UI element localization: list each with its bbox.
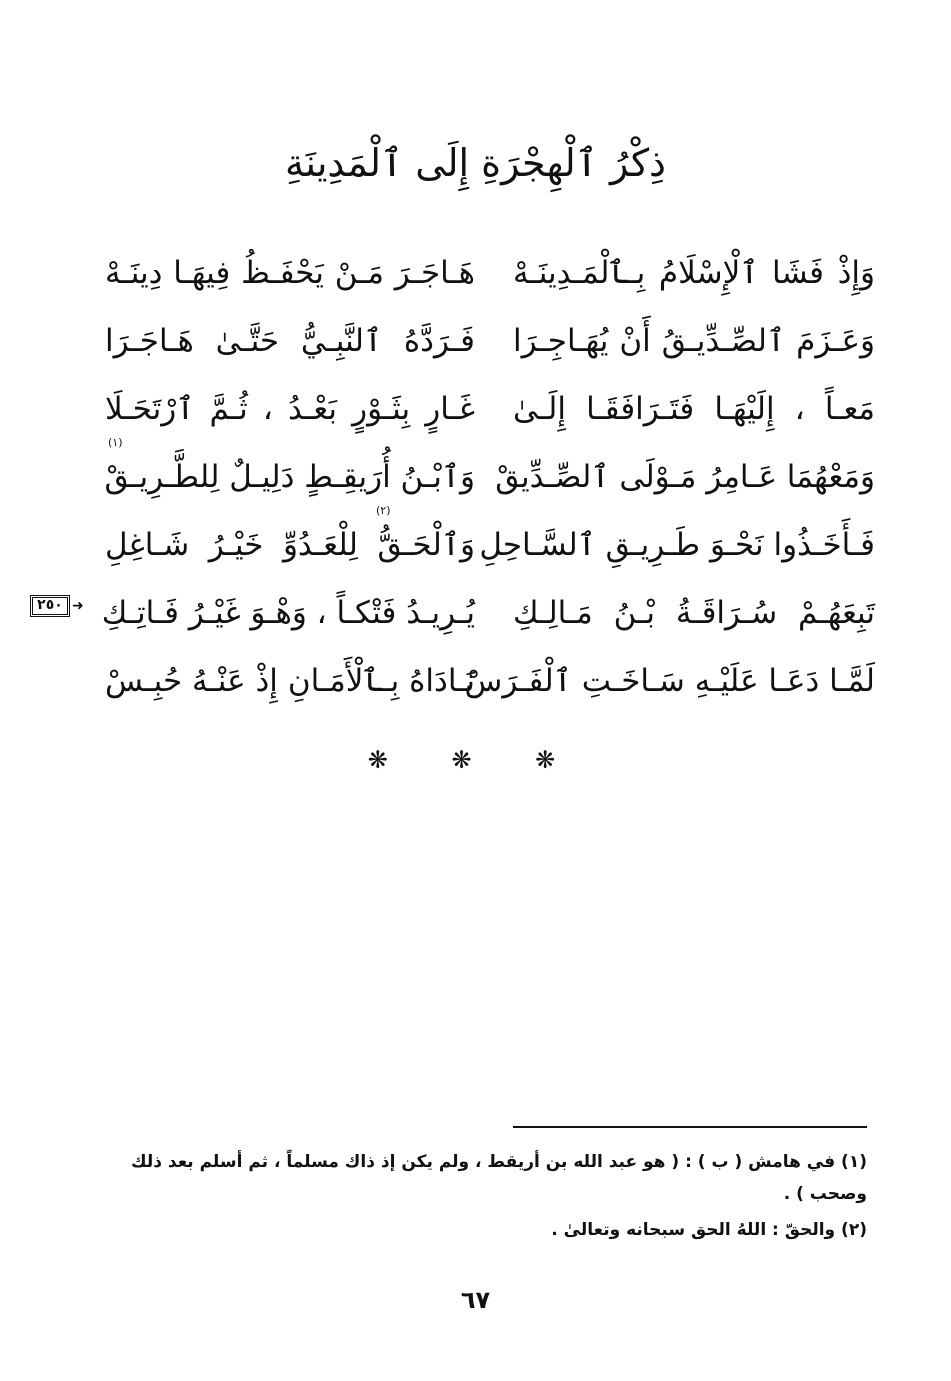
section-title: ذِكْرُ ٱلْهِجْرَةِ إِلَى ٱلْمَدِينَةِ <box>285 141 666 185</box>
page-number: ٦٧ <box>460 1286 491 1314</box>
footnote-2: (٢) والحقّ : اللهُ الحق سبحانه وتعالىٰ . <box>551 1220 867 1240</box>
verse-second-hemistich: يُـرِيـدُ فَتْكـاً ، وَهْـوَ غَيْـرُ فَـاتِـكِ <box>101 595 475 631</box>
verse-first-hemistich: تَبِعَهُـمْ سُـرَاقَـةُ بْـنُ مَـالِـكِ <box>513 595 875 631</box>
verse-row-4 <box>0 442 951 512</box>
verse-second-hemistich: وَٱبْـنُ أُرَيقِـطٍ دَلِيـلٌ لِلطَّـرِيـقْ <box>104 459 475 495</box>
verse-row-7 <box>0 646 951 716</box>
footnotes <box>97 1146 867 1250</box>
verse-counter-marker <box>30 591 84 621</box>
verse-row-1 <box>0 238 951 308</box>
verse-first-hemistich: وَمَعْهُمَا عَـامِرُ مَـوْلَى ٱلصِّـدِّيقْ <box>495 459 875 495</box>
verse-counter: ٢٥٠ <box>30 595 70 617</box>
verse-first-hemistich: لَمَّـا دَعَـا عَلَيْـهِ سَـاخَـتِ ٱلْفَـرَسْ <box>464 663 875 699</box>
verse-row-2 <box>0 306 951 376</box>
verse-second-hemistich: نَـادَاهُ بِـٱلْأَمَـانِ إِذْ عَنْـهُ حُبِـسْ <box>105 663 475 699</box>
verse-second-hemistich: غَـارٍ بِثَـوْرٍ بَعْـدُ ، ثُـمَّ ٱرْتَحَـلَا <box>105 391 475 427</box>
verse-first-hemistich: وَإِذْ فَشَا ٱلْإِسْلَامُ بِـٱلْمَـدِينَـهْ <box>513 255 875 291</box>
verse-row-3 <box>0 374 951 444</box>
verse-first-hemistich: فَـأَخَـذُوا نَحْـوَ طَـرِيـقِ ٱلسَّـاحِلِ <box>479 527 875 563</box>
verse-row-6 <box>0 578 951 648</box>
arrow-right-icon: ➜ <box>72 598 84 614</box>
footnote-divider <box>513 1126 867 1128</box>
footnote-ref-1: (١) <box>108 436 123 449</box>
verse-second-hemistich: هَـاجَـرَ مَـنْ يَحْفَـظُ فِيهَـا دِينَـهْ <box>105 255 475 291</box>
section-separator: ❋ ❋ ❋ <box>367 746 584 774</box>
verse-first-hemistich: مَعـاً ، إِلَيْهَـا فَتَـرَافَقَـا إِلَـىٰ <box>513 391 875 427</box>
footnote-ref-2: (٢) <box>376 504 391 517</box>
verse-row-5 <box>0 510 951 580</box>
verse-second-hemistich: فَـرَدَّهُ ٱلنَّبِـيُّ حَتَّـىٰ هَـاجَـرَا <box>105 323 475 359</box>
footnote-1: (١) في هامش ( ب ) : ( هو عبد الله بن أريقط ، ولم يكن إذ ذاك مسلماً ، ثم أسلم بعد ذلك وصحب ) . <box>131 1152 867 1204</box>
verse-second-hemistich: وَٱلْحَـقُّ لِلْعَـدُوِّ خَيْـرُ شَـاغِلِ <box>105 527 475 563</box>
verse-first-hemistich: وَعَـزَمَ ٱلصِّـدِّيـقُ أَنْ يُهَـاجِـرَا <box>513 323 875 359</box>
